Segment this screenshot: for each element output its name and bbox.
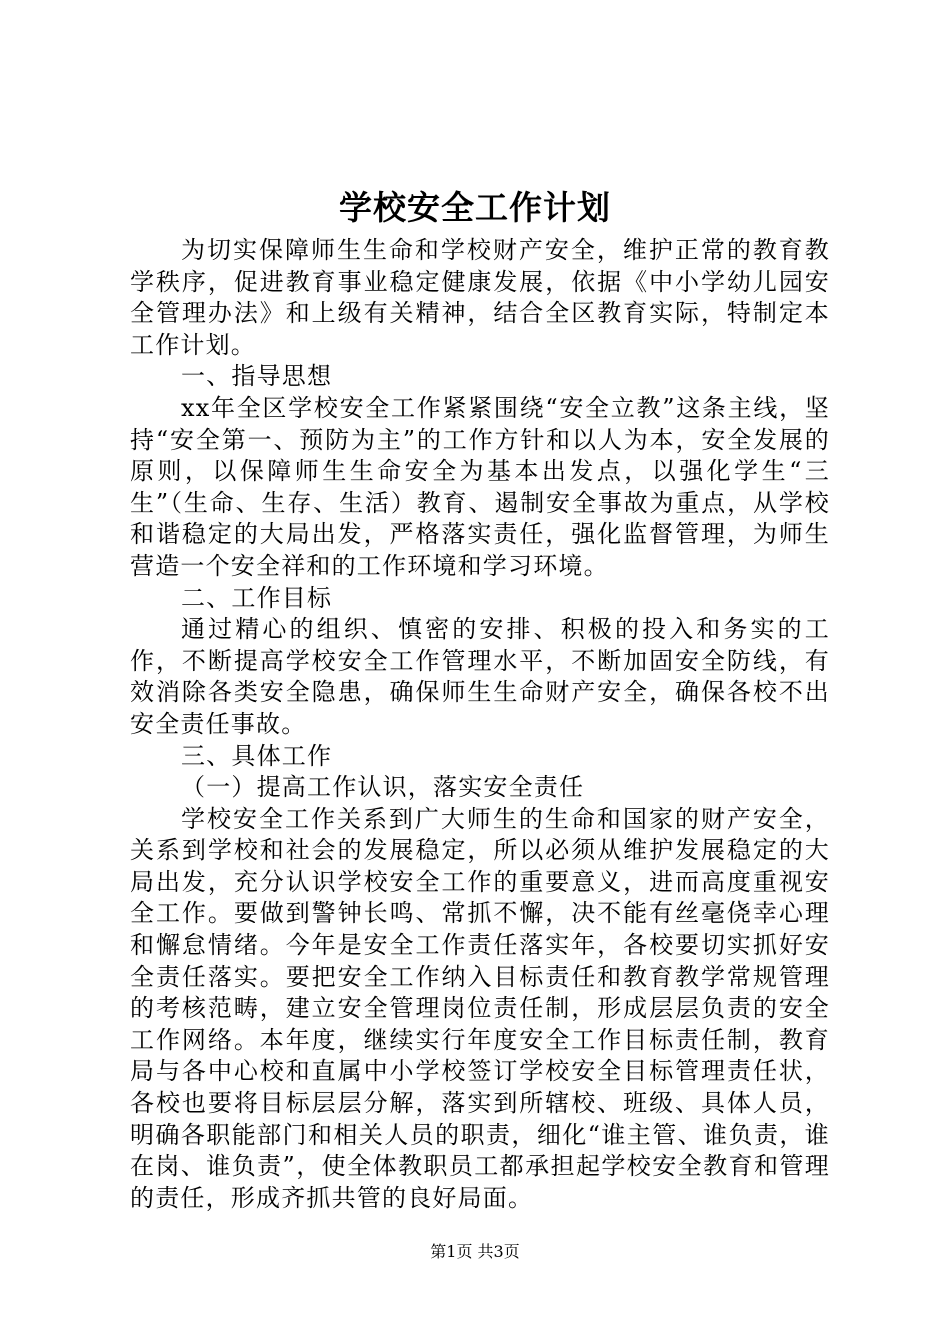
document-title: 学校安全工作计划: [339, 188, 611, 227]
document-body: [130, 235, 830, 1214]
guiding-ideology-paragraph: xx年全区学校安全工作紧紧围绕“安全立教”这条主线，坚持“安全第一、预防为主”的工作方针和以人为本，安全发展的原则，以保障师生生命安全为基本出发点，以强化学生“三生”（生命、生存、生活）教育、遏制安全事故为重点，从学校和谐稳定的大局出发，严格落实责任，强化监督管理，为师生营造一个安全祥和的工作环境和学习环境。: [130, 393, 830, 580]
section-heading-specific-work: 三、具体工作: [181, 741, 333, 770]
intro-paragraph: 为切实保障师生生命和学校财产安全，维护正常的教育教学秩序，促进教育事业稳定健康发展，依据《中小学幼儿园安全管理办法》和上级有关精神，结合全区教育实际，特制定本工作计划。: [130, 236, 830, 359]
section-heading-work-goals: 二、工作目标: [181, 583, 333, 612]
work-goals-paragraph: 通过精心的组织、慎密的安排、积极的投入和务实的工作，不断提高学校安全工作管理水平，不断加固安全防线，有效消除各类安全隐患，确保师生生命财产安全，确保各校不出安全责任事故。: [130, 615, 830, 738]
section-heading-guiding-ideology: 一、指导思想: [181, 362, 333, 391]
responsibility-paragraph: 学校安全工作关系到广大师生的生命和国家的财产安全，关系到学校和社会的发展稳定，所以必须从维护发展稳定的大局出发，充分认识学校安全工作的重要意义，进而高度重视安全工作。要做到警钟长鸣、常抓不懈，决不能有丝毫侥幸心理和懈怠情绪。今年是安全工作责任落实年，各校要切实抓好安全责任落实。要把安全工作纳入目标责任和教育教学常规管理的考核范畴，建立安全管理岗位责任制，形成层层负责的安全工作网络。本年度，继续实行年度安全工作目标责任制，教育局与各中心校和直属中小学校签订学校安全目标管理责任状，各校也要将目标层层分解，落实到所辖校、班级、具体人员，明确各职能部门和相关人员的职责，细化“谁主管、谁负责，谁在岗、谁负责”，使全体教职员工都承担起学校安全教育和管理的责任，形成齐抓共管的良好局面。: [130, 804, 830, 1212]
subsection-heading-responsibility: （一）提高工作认识，落实安全责任: [181, 773, 585, 802]
page-number-footer: 第1页 共3页: [430, 1242, 520, 1261]
